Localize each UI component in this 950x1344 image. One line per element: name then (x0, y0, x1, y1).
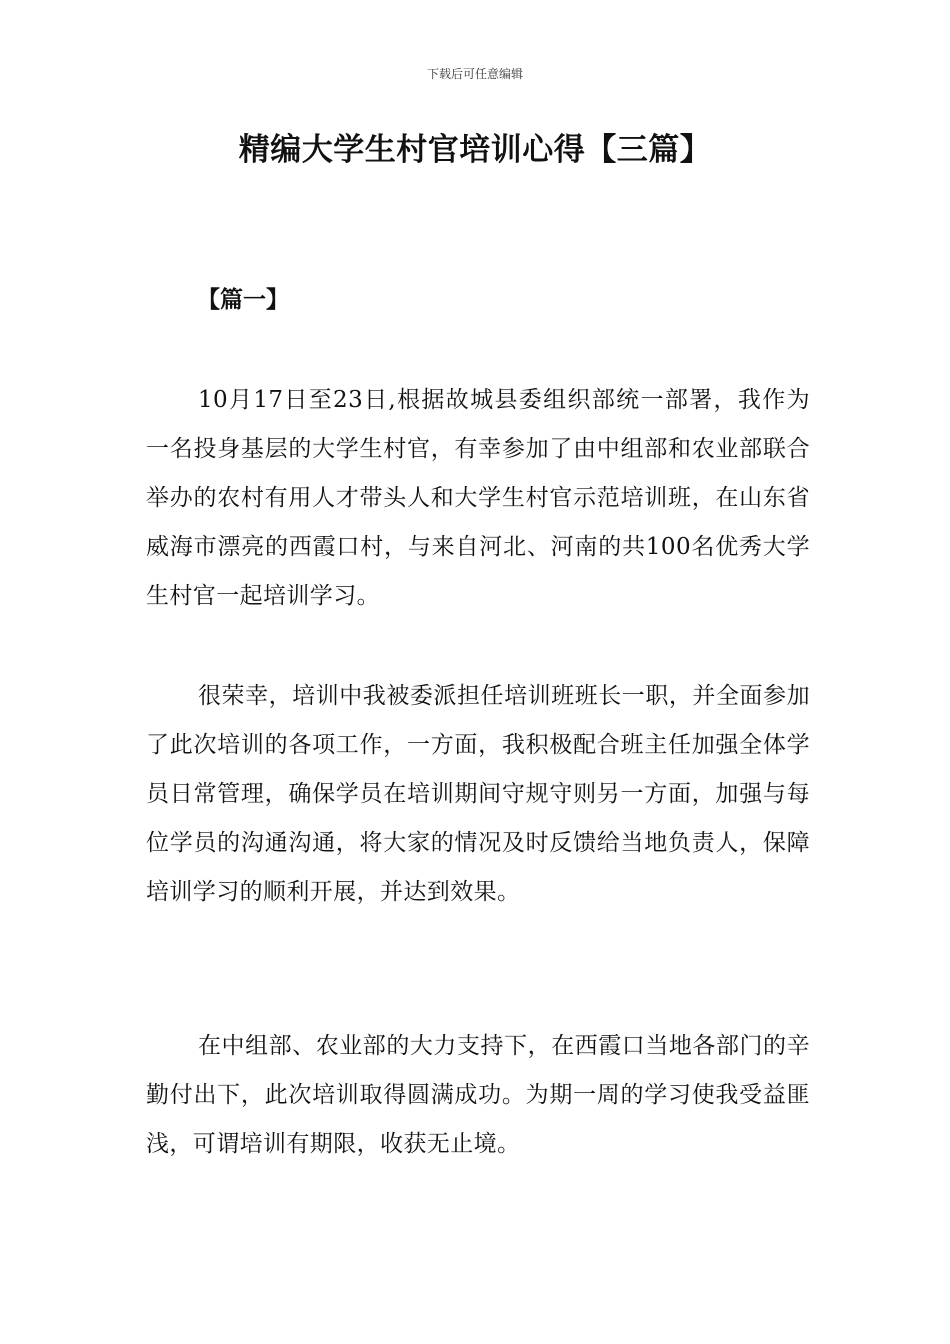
document-title: 精编大学生村官培训心得【三篇】 (238, 132, 712, 168)
section-heading: 【篇一】 (197, 287, 289, 313)
paragraph-2: 很荣幸，培训中我被委派担任培训班班长一职，并全面参加了此次培训的各项工作，一方面，我积极配合班主任加强全体学员日常管理，确保学员在培训期间守规守则另一方面，加强与每位学员的沟通沟通，将大家的情况及时反馈给当地负责人，保障培训学习的顺利开展，并达到效果。 (146, 683, 810, 905)
paragraph-3: 在中组部、农业部的大力支持下，在西霞口当地各部门的辛勤付出下，此次培训取得圆满成功。为期一周的学习使我受益匪浅，可谓培训有期限，收获无止境。 (146, 1033, 810, 1157)
header-note: 下载后可任意编辑 (426, 67, 523, 81)
paragraph-1: 10月17日至23日,根据故城县委组织部统一部署，我作为一名投身基层的大学生村官，有幸参加了由中组部和农业部联合举办的农村有用人才带头人和大学生村官示范培训班，在山东省威海市漂亮的西霞口村，与来自河北、河南的共100名优秀大学生村官一起培训学习。 (146, 387, 810, 609)
